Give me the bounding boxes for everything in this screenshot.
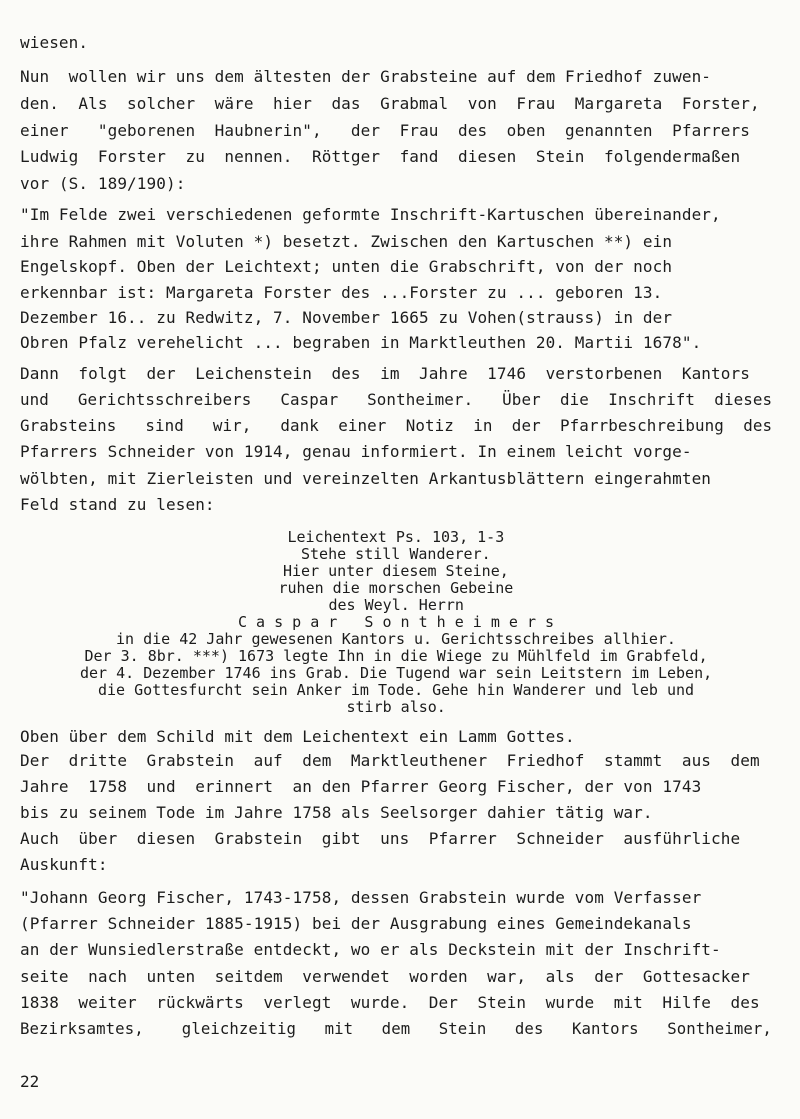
text-line: Ludwig Forster zu nennen. Röttger fand diesen Stein folgendermaßen: [20, 147, 741, 166]
text-line: wiesen.: [20, 33, 89, 52]
text-line: Obren Pfalz verehelicht ... begraben in Marktleuthen 20. Martii 1678".: [20, 333, 702, 352]
document-page: [20, 0, 772, 1119]
text-line: (Pfarrer Schneider 1885-1915) bei der Ausgrabung eines Gemeindekanals: [20, 914, 692, 933]
text-line: Oben über dem Schild mit dem Leichentext ein Lamm Gottes.: [20, 727, 575, 746]
inscription-line: der 4. Dezember 1746 ins Grab. Die Tugend war sein Leitstern im Leben,: [80, 664, 713, 682]
inscription-line: Der 3. 8br. ***) 1673 legte Ihn in die Wiege zu Mühlfeld im Grabfeld,: [84, 647, 708, 665]
text-line: einer "geborenen Haubnerin", der Frau des oben genannten Pfarrers: [20, 121, 750, 140]
inscription-line: Leichentext Ps. 103, 1-3: [287, 528, 505, 546]
page-number: 22: [20, 1072, 40, 1091]
text-line: Dezember 16.. zu Redwitz, 7. November 1665 zu Vohen(strauss) in der: [20, 308, 673, 327]
text-line: Engelskopf. Oben der Leichtext; unten die Grabschrift, von der noch: [20, 257, 673, 276]
text-line: "Johann Georg Fischer, 1743-1758, dessen Grabstein wurde vom Verfasser: [20, 888, 702, 907]
text-line: seite nach unten seitdem verwendet worden war, als der Gottesacker: [20, 967, 750, 986]
inscription-line: stirb also.: [346, 698, 446, 716]
inscription-line: C a s p a r S o n t h e i m e r s: [238, 613, 555, 631]
inscription-line: Stehe still Wanderer.: [301, 545, 491, 563]
text-line: vor (S. 189/190):: [20, 174, 186, 193]
text-line: Grabsteins sind wir, dank einer Notiz in der Pfarrbeschreibung des: [20, 416, 773, 435]
text-line: Feld stand zu lesen:: [20, 495, 215, 514]
inscription-line: Hier unter diesem Steine,: [283, 562, 509, 580]
text-line: Auch über diesen Grabstein gibt uns Pfarrer Schneider ausführliche: [20, 829, 741, 848]
text-line: an der Wunsiedlerstraße entdeckt, wo er als Deckstein mit der Inschrift-: [20, 940, 721, 959]
inscription-line: ruhen die morschen Gebeine: [278, 579, 514, 597]
inscription-line: die Gottesfurcht sein Anker im Tode. Gehe hin Wanderer und leb und: [98, 681, 695, 699]
text-line: erkennbar ist: Margareta Forster des ...Forster zu ... geboren 13.: [20, 283, 663, 302]
text-line: Pfarrers Schneider von 1914, genau informiert. In einem leicht vorge-: [20, 442, 692, 461]
text-line: 1838 weiter rückwärts verlegt wurde. Der Stein wurde mit Hilfe des: [20, 993, 760, 1012]
text-line: wölbten, mit Zierleisten und vereinzelten Arkantusblättern eingerahmten: [20, 469, 712, 488]
text-line: Dann folgt der Leichenstein des im Jahre 1746 verstorbenen Kantors: [20, 364, 750, 383]
text-line: ihre Rahmen mit Voluten *) besetzt. Zwischen den Kartuschen **) ein: [20, 232, 673, 251]
inscription-line: in die 42 Jahr gewesenen Kantors u. Gerichtsschreibes allhier.: [116, 630, 676, 648]
text-line: den. Als solcher wäre hier das Grabmal von Frau Margareta Forster,: [20, 94, 760, 113]
text-line: Jahre 1758 und erinnert an den Pfarrer Georg Fischer, der von 1743: [20, 777, 702, 796]
text-line: Auskunft:: [20, 855, 108, 874]
text-line: Der dritte Grabstein auf dem Marktleuthener Friedhof stammt aus dem: [20, 751, 760, 770]
text-line: und Gerichtsschreibers Caspar Sontheimer. Über die Inschrift dieses: [20, 390, 773, 409]
inscription-line: des Weyl. Herrn: [328, 596, 464, 614]
text-line: bis zu seinem Tode im Jahre 1758 als Seelsorger dahier tätig war.: [20, 803, 653, 822]
text-line: Nun wollen wir uns dem ältesten der Grabsteine auf dem Friedhof zuwen-: [20, 67, 712, 86]
text-line: "Im Felde zwei verschiedenen geformte Inschrift-Kartuschen übereinander,: [20, 205, 721, 224]
text-line: Bezirksamtes, gleichzeitig mit dem Stein des Kantors Sontheimer,: [20, 1019, 772, 1038]
